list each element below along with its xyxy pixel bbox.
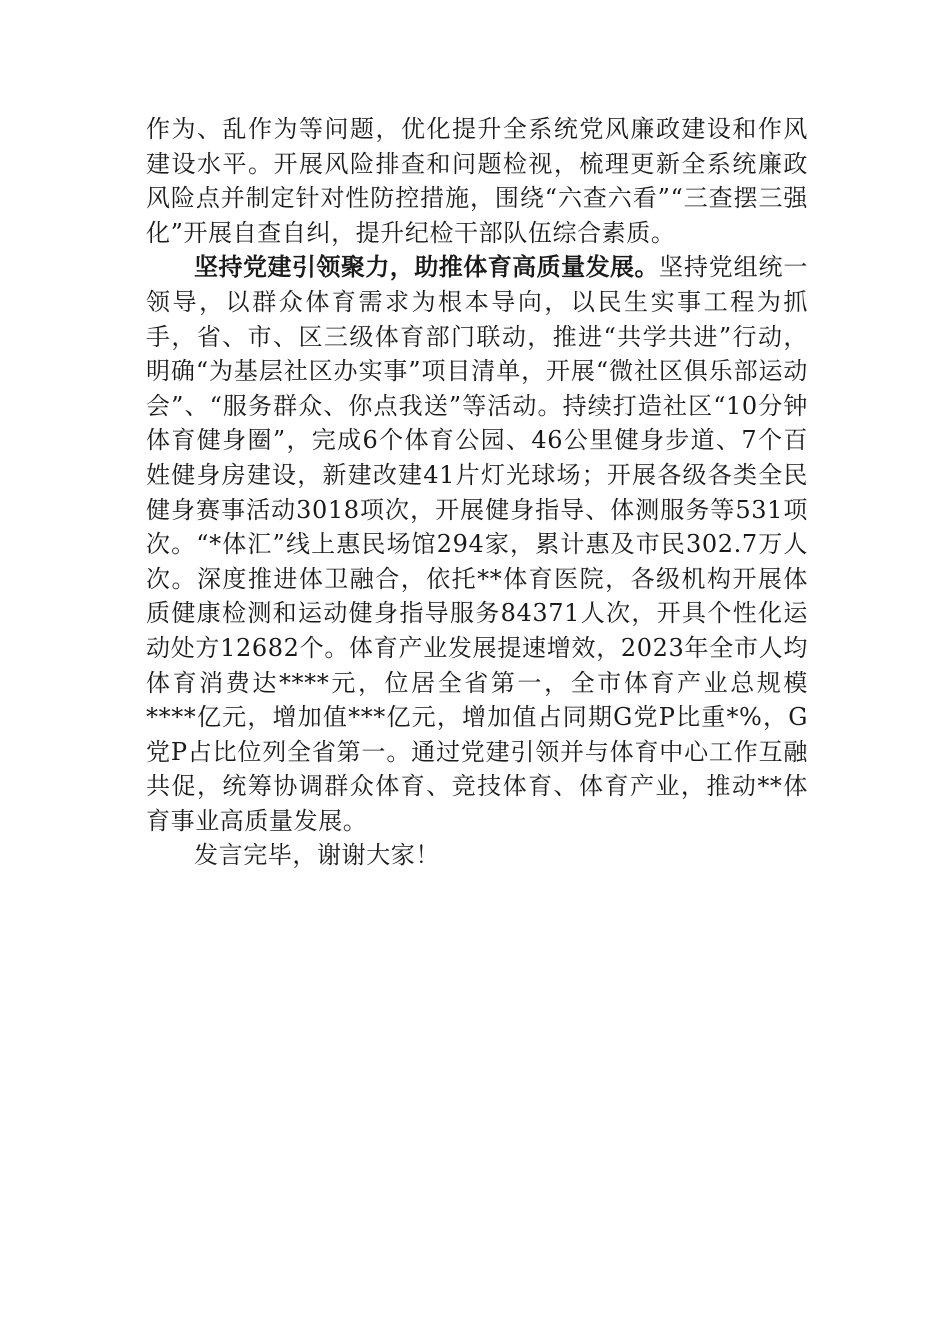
paragraph-text: 坚持党组统一领导，以群众体育需求为根本导向，以民生实事工程为抓手，省、市、区三级体育部门联动，推进“共学共进”行动，明确“为基层社区办实事”项目清单，开展“微社区俱乐部运动会”、“服务群众、你点我送”等活动。持续打造社区“10分钟体育健身圈”，完成6个体育公园、46公里健身步道、7个百姓健身房建设，新建改建41片灯光球场；开展各级各类全民健身赛事活动3018项次，开展健身指导、体测服务等531项次。“*体汇”线上惠民场馆294家，累计惠及市民302.7万人次。深度推进体卫融合，依托**体育医院，各级机构开展体质健康检测和运动健身指导服务84371人次，开具个性化运动处方12682个。体育产业发展提速增效，2023年全市人均体育消费达****元，位居全省第一，全市体育产业总规模****亿元，增加值***亿元，增加值占同期G党P比重*%，G党P占比位列全省第一。通过党建引领并与体育中心工作互融共促，统筹协调群众体育、竞技体育、体育产业，推动**体育事业高质量发展。 (146, 253, 808, 835)
paragraph-integrity-building (146, 112, 808, 250)
paragraph-heading: 坚持党建引领聚力，助推体育高质量发展。 (194, 253, 660, 282)
paragraph-closing-remark (146, 838, 808, 873)
paragraph-text: 发言完毕，谢谢大家！ (194, 841, 440, 870)
document-body (146, 112, 808, 873)
paragraph-text: 作为、乱作为等问题，优化提升全系统党风廉政建设和作风建设水平。开展风险排查和问题检视，梳理更新全系统廉政风险点并制定针对性防控措施，围绕“六查六看”“三查摆三强化”开展自查自纠，提升纪检干部队伍综合素质。 (146, 115, 808, 247)
paragraph-party-building-sports (146, 250, 808, 838)
